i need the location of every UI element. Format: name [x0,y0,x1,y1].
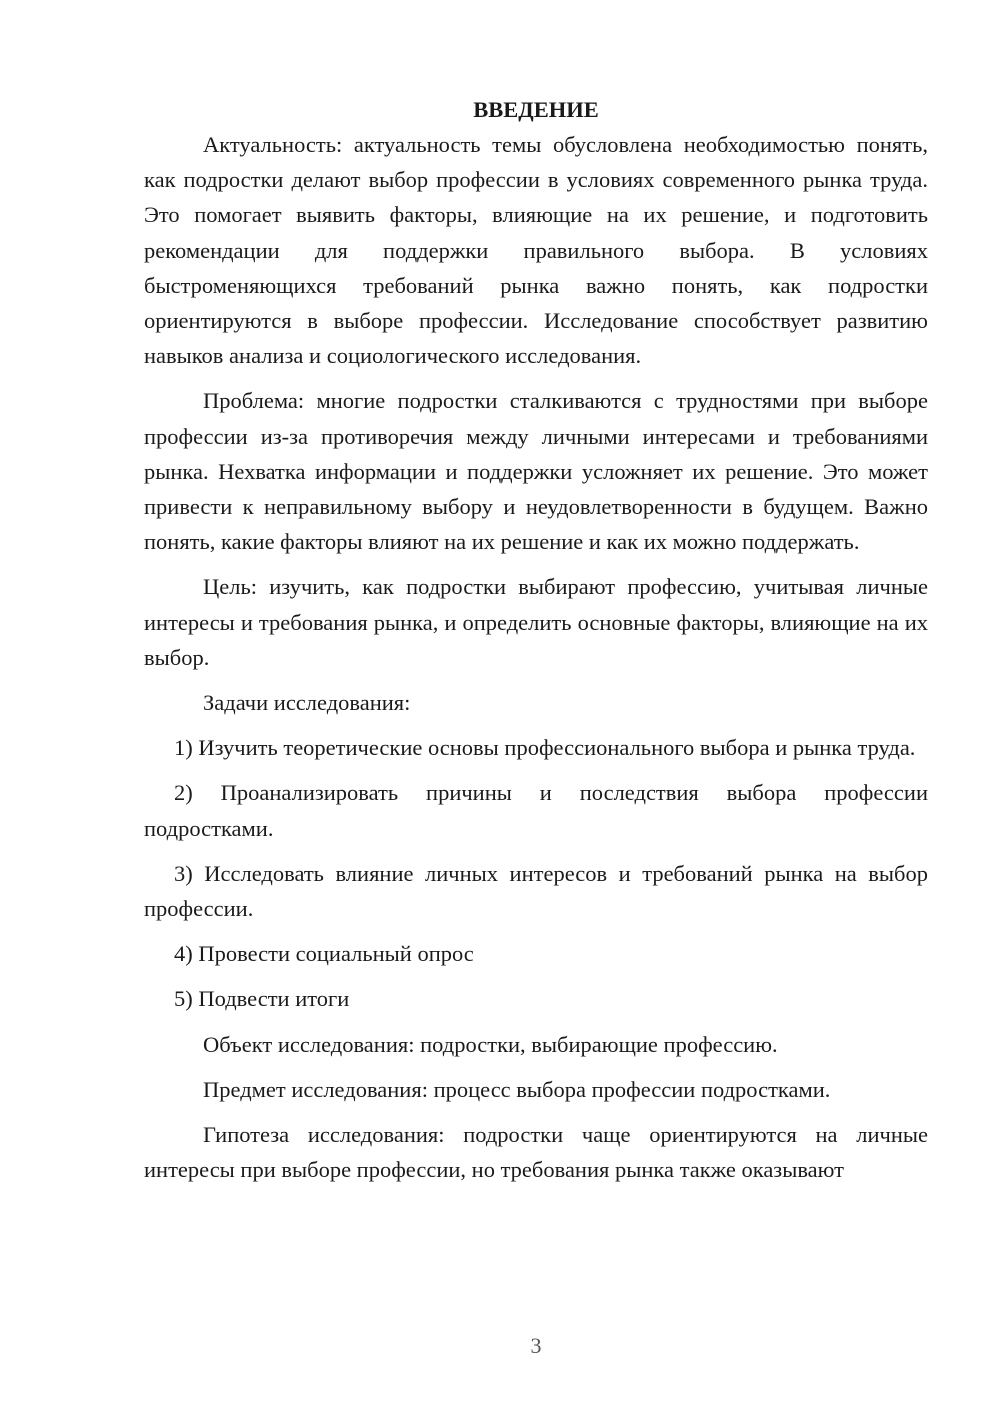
hypothesis-paragraph: Гипотеза исследования: подростки чаще ориентируются на личные интересы при выборе профессии, но требования рынка также оказывают [144,1122,928,1183]
section-heading: ВВЕДЕНИЕ [473,97,599,122]
object-paragraph: Объект исследования: подростки, выбирающие профессию. [203,1031,778,1057]
task-item-3: 3) Исследовать влияние личных интересов и требований рынка на выбор профессии. [144,860,928,922]
page-number: 3 [530,1333,542,1358]
task-item-1: 1) Изучить теоретические основы профессионального выбора и рынка труда. [174,735,916,761]
goal-paragraph: Цель: изучить, как подростки выбирают профессию, учитывая личные интересы и требования рынка, и определить основные факторы, влияющие на их выбор. [144,574,928,670]
problem-paragraph: Проблема: многие подростки сталкиваются с трудностями при выборе профессии из-за противоречия между личными интересами и требованиями рынка. Нехватка информации и поддержки усложняет их решение. Это может привести к неправильному выбору и неудовлетворенности в будущем. Важно понять, какие факторы влияют на их решение и как их можно поддержать. [144,388,928,555]
relevance-paragraph: Актуальность: актуальность темы обусловлена необходимостью понять, как подростки делают выбор профессии в условиях современного рынка труда. Это помогает выявить факторы, влияющие на их решение, и подготовить рекомендации для поддержки правильного выбора. В условиях быстроменяющихся требований рынка важно понять, как подростки ориентируются в выборе профессии. Исследование способствует развитию навыков анализа и социологического исследования. [144,132,928,369]
task-item-5: 5) Подвести итоги [174,986,350,1012]
page-content [144,92,928,1187]
task-item-2: 2) Проанализировать причины и последствия выбора профессии подростками. [144,780,928,841]
task-item-4: 4) Провести социальный опрос [174,941,474,967]
tasks-title: Задачи исследования: [203,690,411,716]
subject-paragraph: Предмет исследования: процесс выбора профессии подростками. [203,1076,831,1102]
